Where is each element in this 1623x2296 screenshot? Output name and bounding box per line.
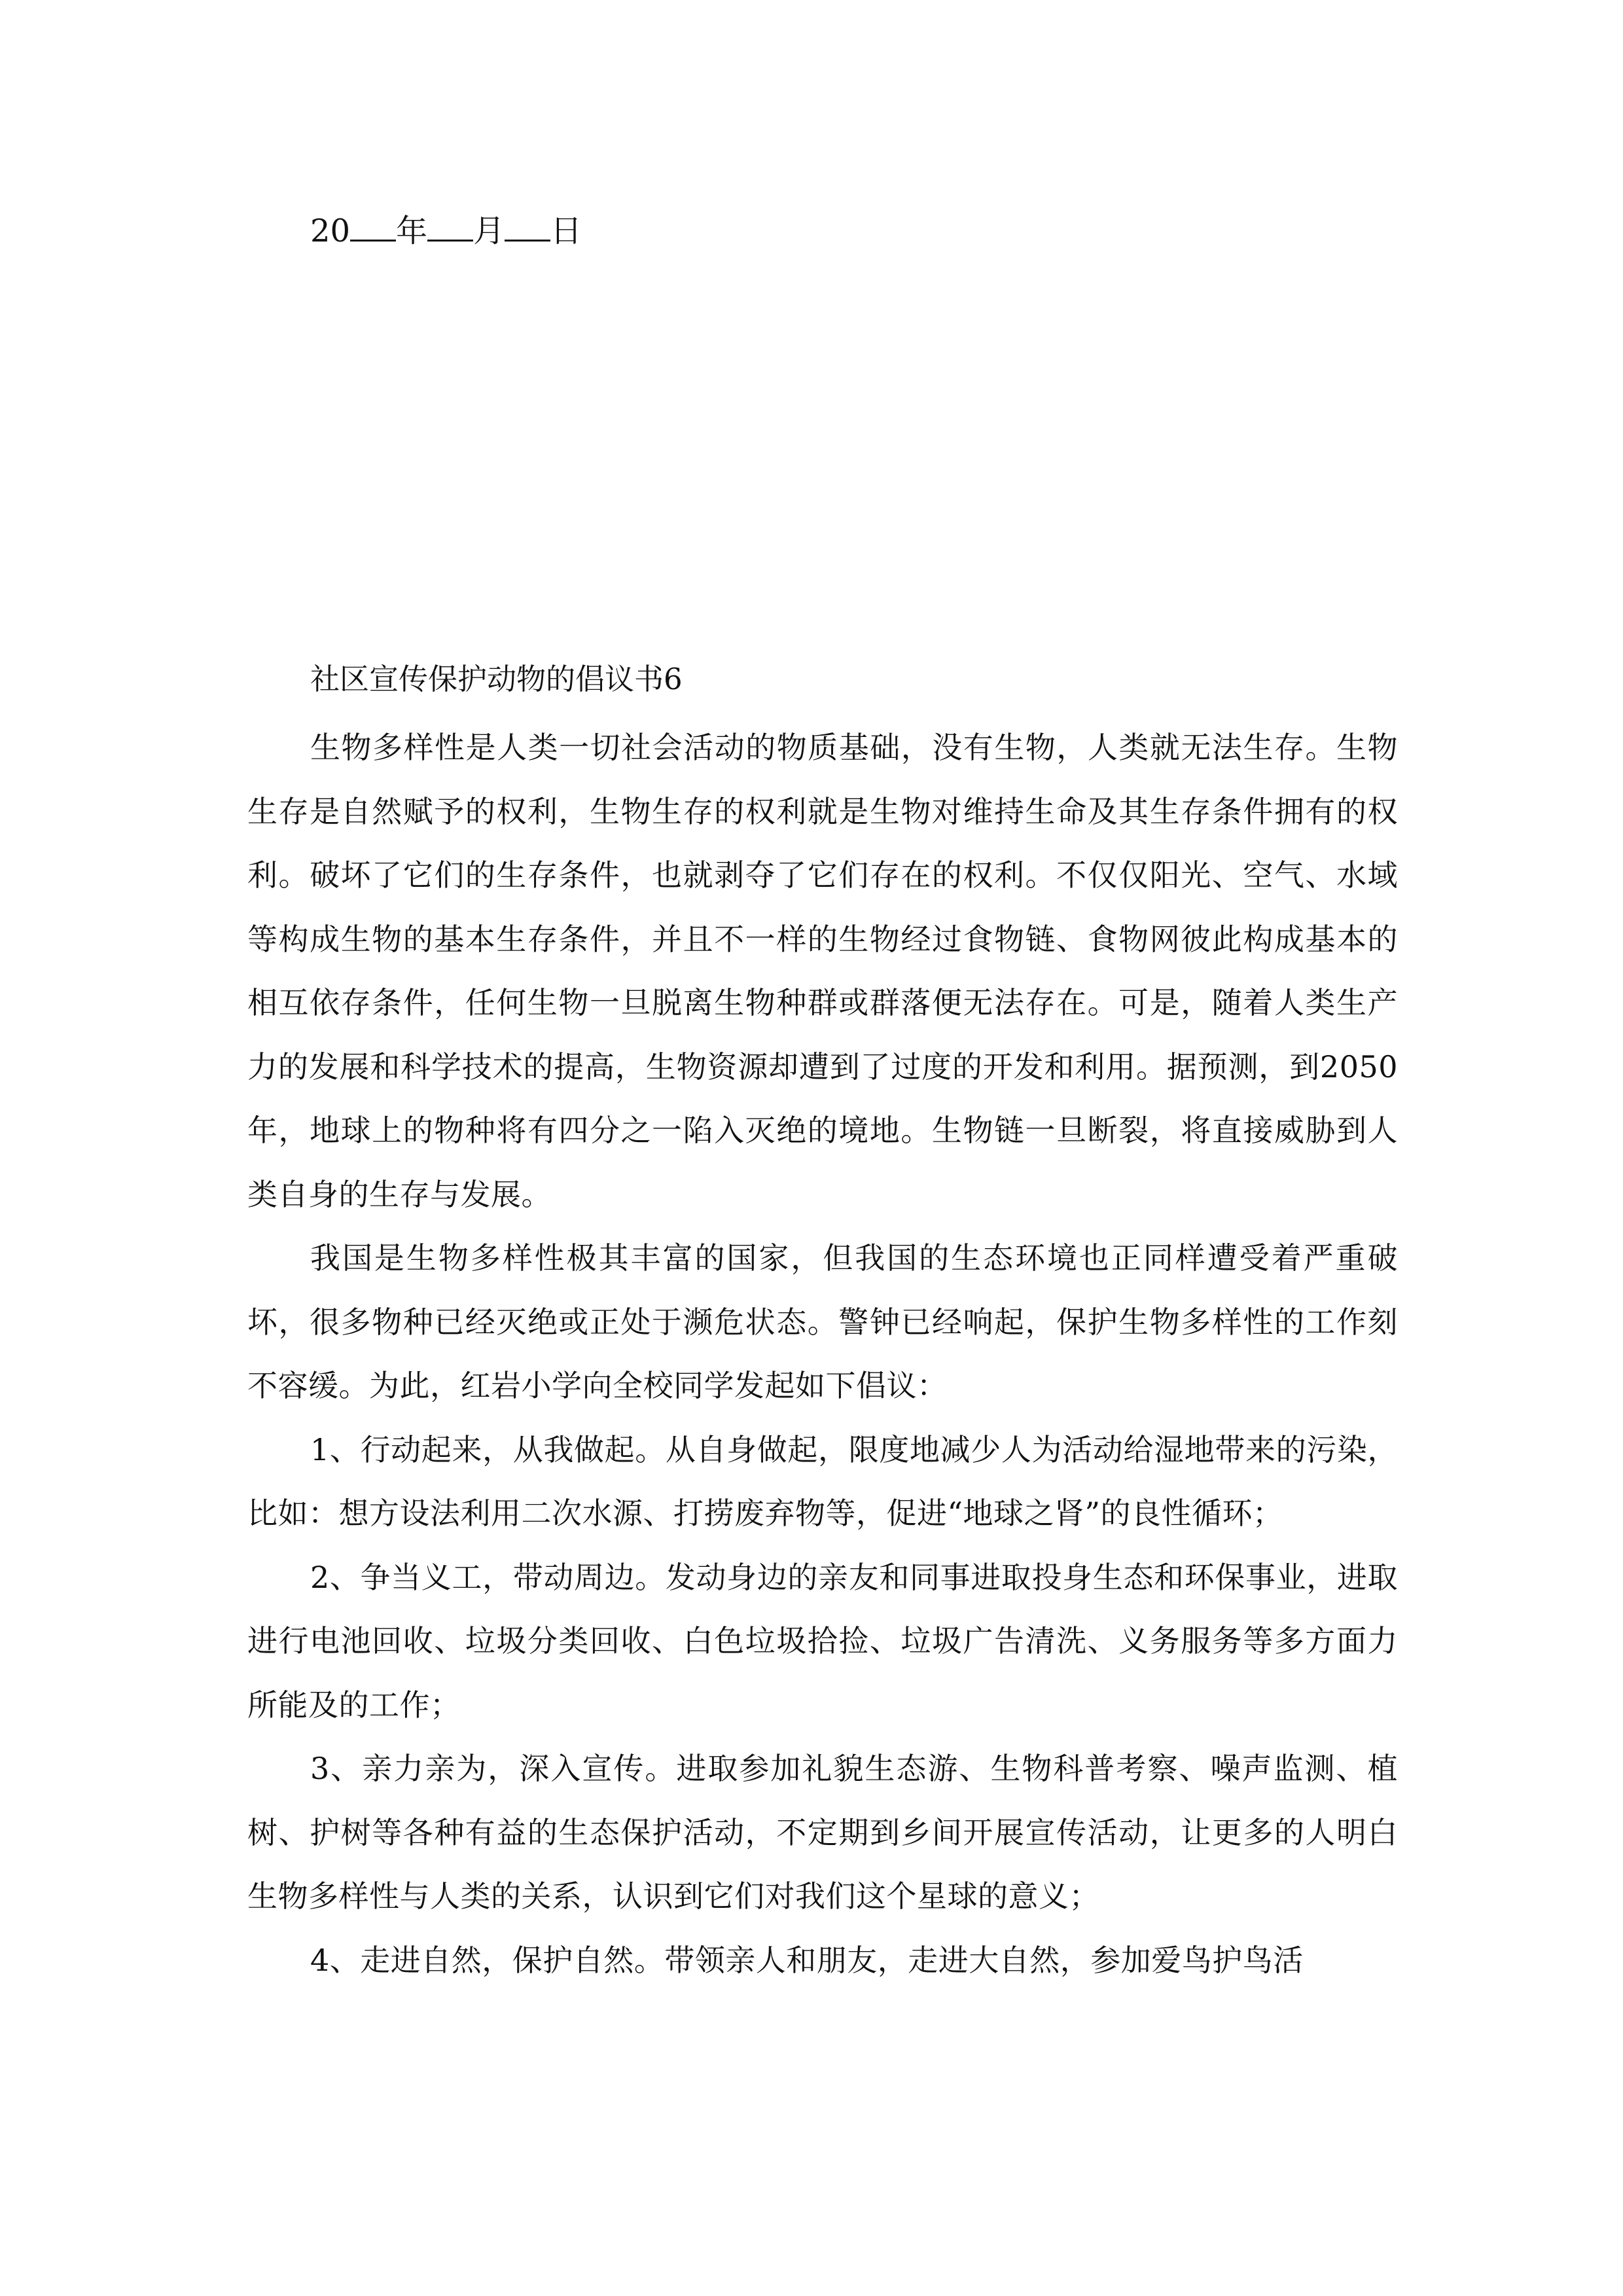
- document-body: [247, 716, 1398, 1992]
- paragraph-item-3: 3、亲力亲为，深入宣传。进取参加礼貌生态游、生物科普考察、噪声监测、植树、护树等各种有益的生态保护活动，不定期到乡间开展宣传活动，让更多的人明白生物多样性与人类的关系，认识到它们对我们这个星球的意义；: [247, 1751, 1398, 1914]
- date-line: [310, 208, 582, 254]
- month-blank: [427, 209, 473, 242]
- year-blank: [350, 209, 396, 242]
- date-month-label: 月: [473, 213, 505, 249]
- date-day-label: 日: [550, 213, 582, 249]
- date-year-prefix: 20: [310, 213, 351, 249]
- paragraph-item-2: 2、争当义工，带动周边。发动身边的亲友和同事进取投身生态和环保事业，进取进行电池回收、垃圾分类回收、白色垃圾拾捡、垃圾广告清洗、义务服务等多方面力所能及的工作；: [247, 1559, 1398, 1723]
- paragraph-intro: 生物多样性是人类一切社会活动的物质基础，没有生物，人类就无法生存。生物生存是自然赋予的权利，生物生存的权利就是生物对维持生命及其生存条件拥有的权利。破坏了它们的生存条件，也就剥夺了它们存在的权利。不仅仅阳光、空气、水域等构成生物的基本生存条件，并且不一样的生物经过食物链、食物网彼此构成基本的相互依存条件，任何生物一旦脱离生物种群或群落便无法存在。可是，随着人类生产力的发展和科学技术的提高，生物资源却遭到了过度的开发和利用。据预测，到2050年，地球上的物种将有四分之一陷入灭绝的境地。生物链一旦断裂，将直接威胁到人类自身的生存与发展。: [247, 730, 1398, 1212]
- paragraph-item-1: 1、行动起来，从我做起。从自身做起，限度地减少人为活动给湿地带来的污染，比如：想方设法利用二次水源、打捞废弃物等，促进“地球之肾”的良性循环；: [247, 1431, 1398, 1531]
- paragraph-china: 我国是生物多样性极其丰富的国家，但我国的生态环境也正同样遭受着严重破坏，很多物种已经灭绝或正处于濒危状态。警钟已经响起，保护生物多样性的工作刻不容缓。为此，红岩小学向全校同学发起如下倡议：: [247, 1240, 1398, 1403]
- day-blank: [505, 209, 550, 242]
- date-year-label: 年: [396, 213, 428, 249]
- paragraph-item-4: 4、走进自然，保护自然。带领亲人和朋友，走进大自然，参加爱鸟护鸟活: [310, 1942, 1304, 1978]
- document-title: 社区宣传保护动物的倡议书6: [310, 662, 683, 696]
